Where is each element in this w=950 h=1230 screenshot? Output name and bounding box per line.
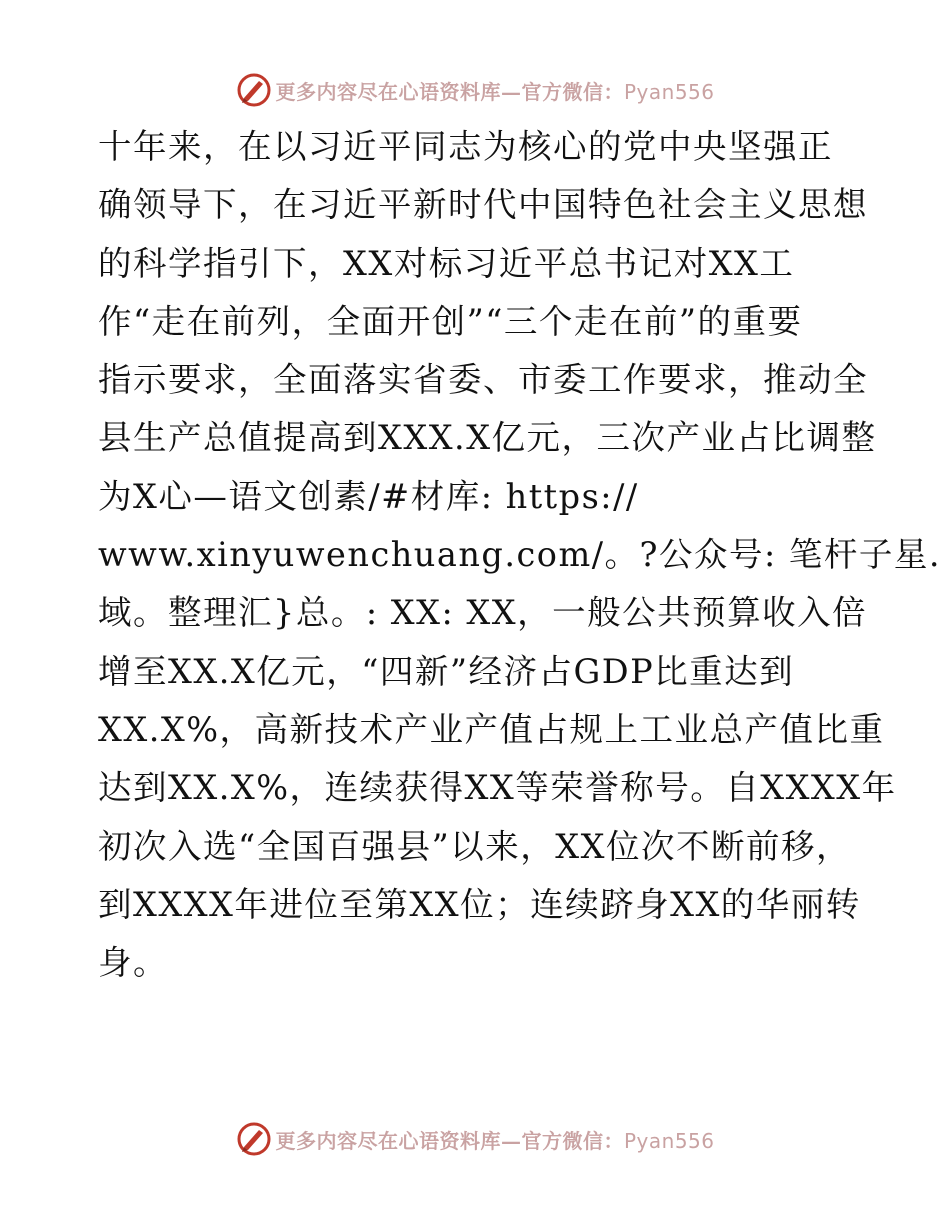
- document-line: 的科学指引下，XX对标习近平总书记对XX工: [98, 243, 795, 283]
- document-line: 到XXXX年进位至第XX位；连续跻身XX的华丽转: [98, 884, 861, 924]
- header-banner: [0, 68, 950, 112]
- document-line: 十年来，在以习近平同志为核心的党中央坚强正: [98, 127, 833, 166]
- document-line: 身。: [98, 943, 168, 983]
- pen-logo-icon: [235, 1120, 273, 1158]
- footer-banner-wechat-id: Pyan556: [623, 1128, 715, 1153]
- document-line: 作“走在前列，全面开创”“三个走在前”的重要: [98, 301, 803, 341]
- document-line: www.xinyuwenchuang.com/。?公众号: 笔杆子星.: [98, 535, 942, 575]
- footer-banner: [0, 1117, 950, 1161]
- pen-logo-icon: [235, 71, 273, 109]
- footer-banner-cn: 更多内容尽在心语资料库—官方微信：: [275, 1128, 624, 1153]
- document-line: XX.X%，高新技术产业产值占规上工业总产值比重: [98, 709, 885, 749]
- document-line: 增至XX.X亿元，“四新”经济占GDP比重达到: [98, 651, 795, 691]
- document-line: 县生产总值提高到XXX.X亿元，三次产业占比调整: [98, 418, 877, 458]
- header-banner-cn: 更多内容尽在心语资料库—官方微信：: [275, 79, 624, 104]
- document-line: 初次入选“全国百强县”以来，XX位次不断前移，: [98, 826, 851, 866]
- document-line: 为X心—语文创素/#材库: https://: [98, 476, 639, 516]
- document-body: [98, 118, 942, 992]
- document-line: 指示要求，全面落实省委、市委工作要求，推动全: [98, 360, 868, 400]
- header-banner-text: [275, 76, 714, 105]
- document-line: 域。整理汇}总。: XX: XX，一般公共预算收入倍: [98, 593, 868, 633]
- document-line: 确领导下，在习近平新时代中国特色社会主义思想: [98, 185, 868, 225]
- document-line: 达到XX.X%，连续获得XX等荣誉称号。自XXXX年: [98, 768, 897, 808]
- header-banner-wechat-id: Pyan556: [623, 79, 715, 104]
- footer-banner-text: [275, 1125, 714, 1154]
